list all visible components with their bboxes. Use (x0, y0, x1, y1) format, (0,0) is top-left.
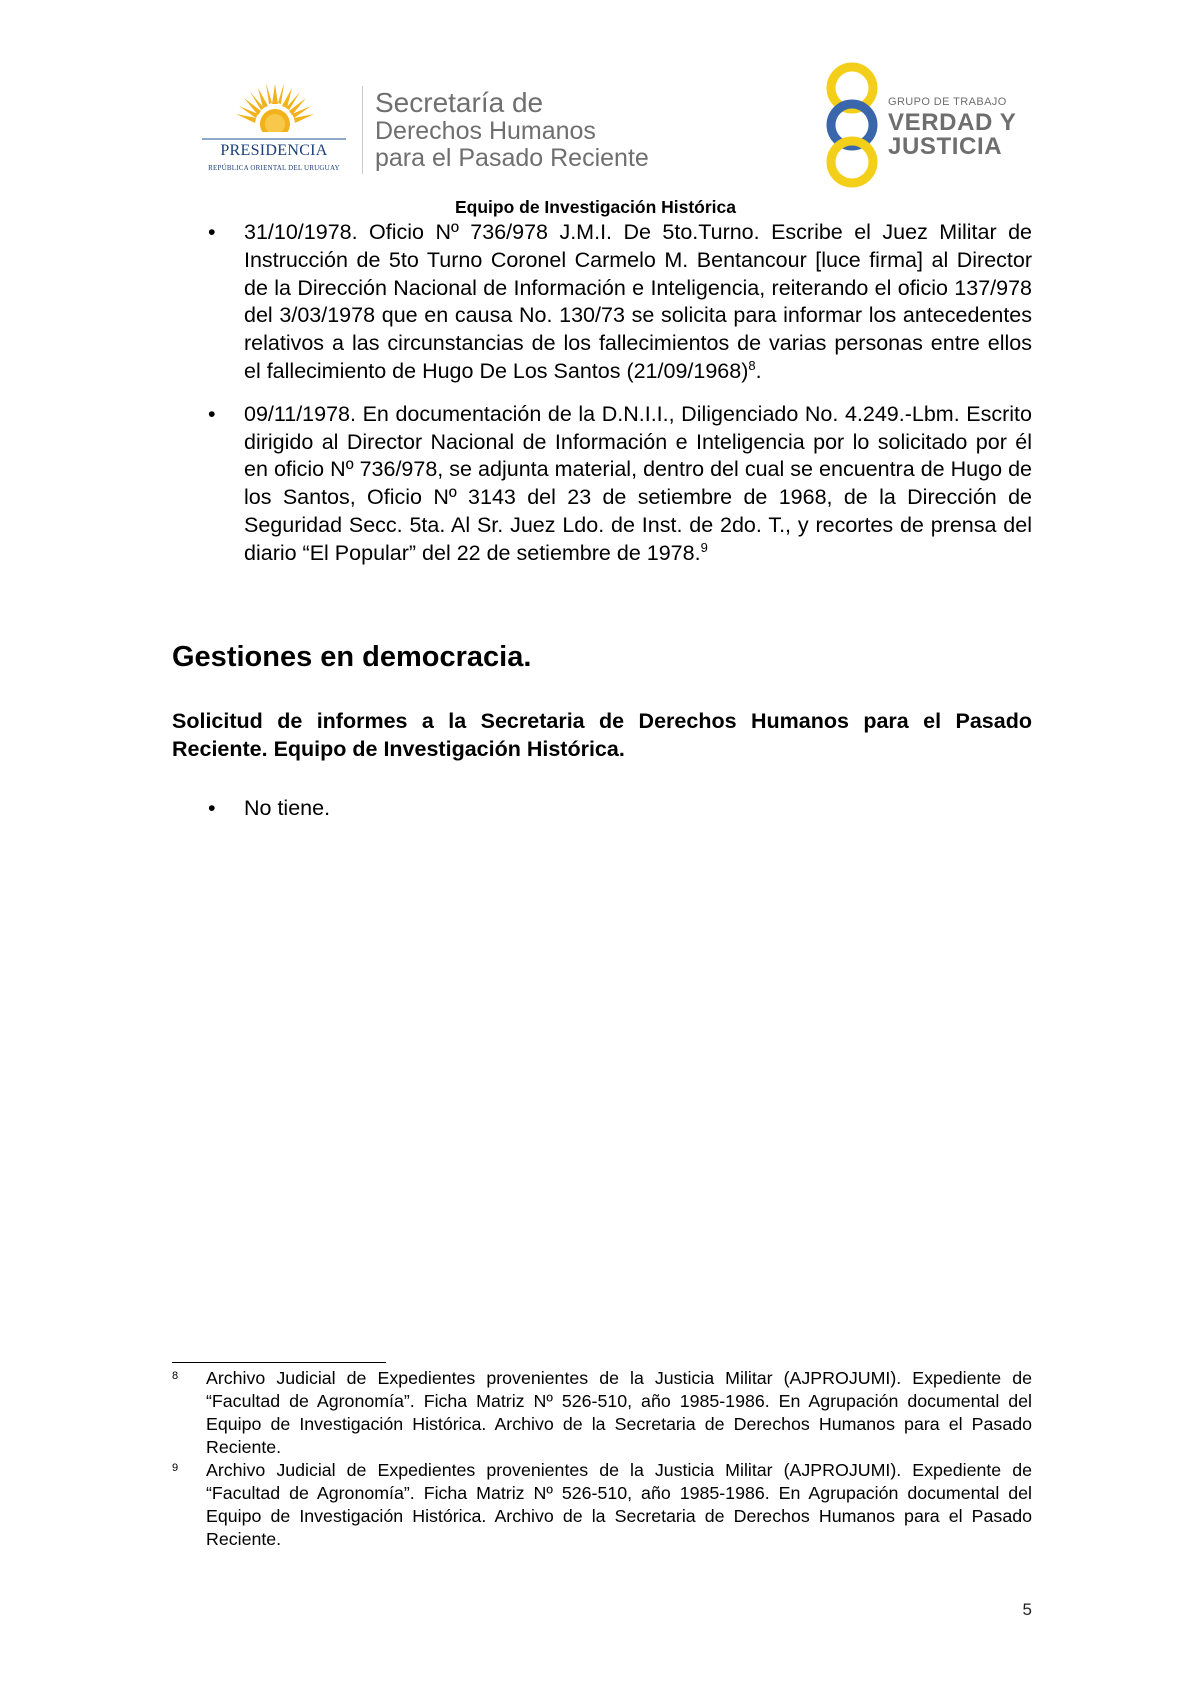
requests-list (172, 795, 1032, 823)
page-header (0, 0, 1191, 217)
presidencia-logo (196, 82, 352, 178)
linked-rings-icon (814, 62, 890, 188)
footnote-number: 8 (172, 1370, 179, 1382)
list-item-text: 31/10/1978. Oficio Nº 736/978 J.M.I. De 5to.Turno. Escribe el Juez Militar de Instrucción de 5to Turno Coronel Carmelo M. Bentancour [luce firma] al Director de la Dirección Nacional de Información e Inteligencia, reiterando el oficio 137/978 del 3/03/1978 que en causa No. 130/73 se solicita para informar los antecedentes relativos a las circunstancias de los fallecimientos de varias personas entre ellos el fallecimiento de Hugo De Los Santos (21/09/1968) (244, 220, 1032, 383)
section-heading: Gestiones en democracia. (172, 641, 532, 673)
page-number: 5 (1022, 1600, 1032, 1619)
presidencia-divider-line (202, 138, 346, 140)
bullet-icon: • (208, 796, 216, 820)
logo-divider (362, 86, 363, 174)
secretaria-line-3: para el Pasado Reciente (375, 144, 649, 172)
header-subtitle: Equipo de Investigación Histórica (454, 197, 737, 217)
footnote (172, 1459, 1032, 1551)
list-item-trailing: . (755, 358, 762, 383)
footnote-separator (172, 1362, 386, 1363)
footnote-text: Archivo Judicial de Expedientes provenientes de la Justicia Militar (AJPROJUMI). Expediente de “Facultad de Agronomía”. Ficha Matriz Nº 526-510, año 1985-1986. En Agrupación documental del Equipo de Investigación Histórica. Archivo de la Secretaria de Derechos Humanos para el Pasado Reciente. (206, 1460, 1032, 1549)
sub-heading: Solicitud de informes a la Secretaria de Derechos Humanos para el Pasado Reciente. Equipo de Investigación Histórica. (172, 709, 1032, 761)
list-item (172, 795, 1032, 823)
secretaria-logo-text (375, 88, 695, 172)
events-list (172, 219, 1032, 568)
gtvj-small-text: GRUPO DE TRABAJO (888, 96, 1007, 108)
gtvj-title-line-1: VERDAD Y (888, 109, 1017, 136)
footnotes (172, 1367, 1032, 1551)
presidencia-name: PRESIDENCIA (220, 142, 328, 159)
footnote-text: Archivo Judicial de Expedientes provenientes de la Justicia Militar (AJPROJUMI). Expediente de “Facultad de Agronomía”. Ficha Matriz Nº 526-510, año 1985-1986. En Agrupación documental del Equipo de Investigación Histórica. Archivo de la Secretaria de Derechos Humanos para el Pasado Reciente. (206, 1368, 1032, 1457)
footnote (172, 1367, 1032, 1459)
presidencia-subtitle: REPÚBLICA ORIENTAL DEL URUGUAY (208, 164, 340, 172)
list-item-text: No tiene. (244, 796, 331, 820)
gtvj-title-line-2: JUSTICIA (888, 133, 1003, 160)
list-item (172, 401, 1032, 568)
secretaria-line-2: Derechos Humanos (375, 117, 596, 145)
bullet-icon: • (208, 220, 216, 244)
list-item-text: 09/11/1978. En documentación de la D.N.I.I., Diligenciado No. 4.249.-Lbm. Escrito dirigido al Director Nacional de Información e Inteligencia por lo solicitado por él en oficio Nº 736/978, se adjunta material, dentro del cual se encuentra de Hugo de los Santos, Oficio Nº 3143 del 23 de setiembre de 1968, de la Dirección de Seguridad Secc. 5ta. Al Sr. Juez Ldo. de Inst. de 2do. T., y recortes de prensa del diario “El Popular” del 22 de setiembre de 1978. (244, 401, 1032, 565)
sun-emblem-icon (234, 82, 316, 138)
footnote-reference[interactable]: 9 (700, 539, 708, 555)
footnote-number: 9 (172, 1462, 179, 1474)
secretaria-line-1: Secretaría de (375, 87, 544, 118)
bullet-icon: • (208, 401, 216, 426)
list-item (172, 219, 1032, 386)
gtvj-logo (814, 62, 1034, 188)
footnote-reference[interactable]: 8 (748, 357, 756, 373)
